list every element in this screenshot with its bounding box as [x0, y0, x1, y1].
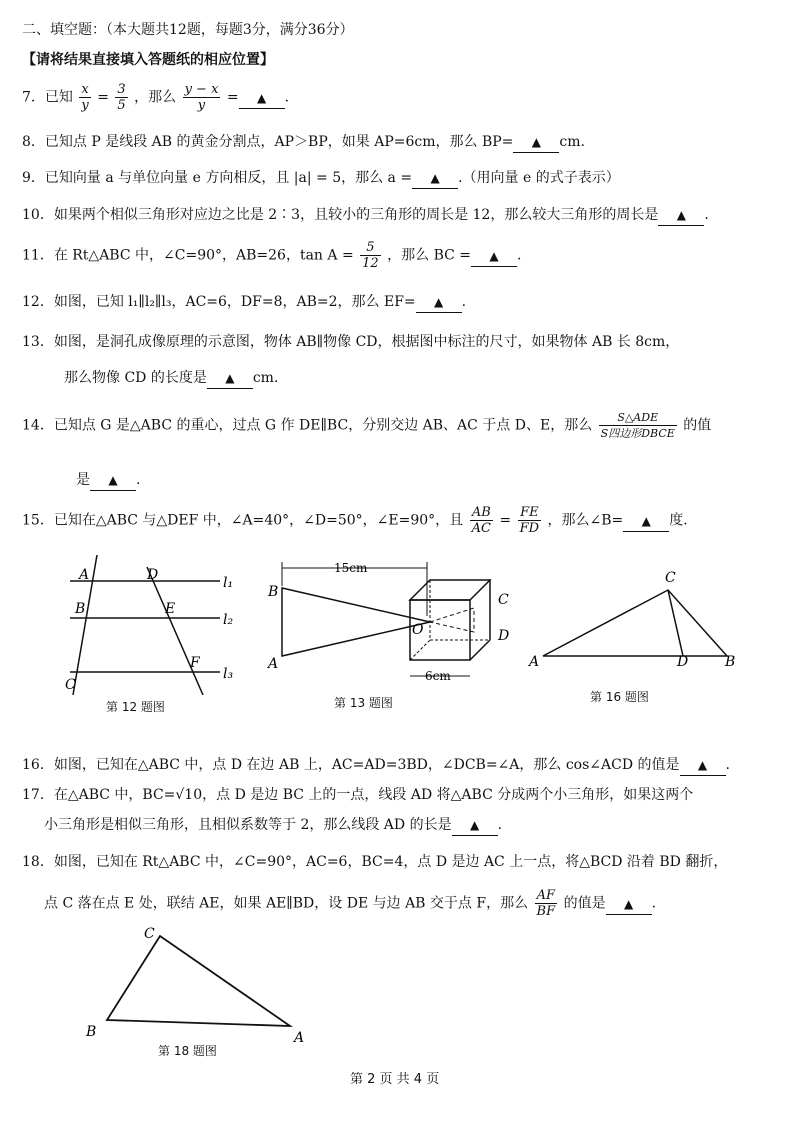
- label-E: E: [165, 601, 176, 617]
- answer-blank[interactable]: ▲: [207, 368, 253, 389]
- section-header: 二、填空题：（本大题共12题，每题3分，满分36分）: [22, 22, 354, 38]
- answer-blank[interactable]: ▲: [658, 205, 704, 226]
- label-A: A: [79, 567, 90, 583]
- answer-blank[interactable]: ▲: [471, 246, 517, 267]
- label-D: D: [677, 654, 689, 668]
- label-A: A: [294, 1030, 305, 1046]
- figure-18-caption: 第 18 题图: [158, 1044, 217, 1058]
- label-B: B: [268, 584, 279, 600]
- question-9: 9．已知向量 a 与单位向量 e 方向相反，且 |a| = 5，那么 a = ▲ .（用向量 e 的式子表示）: [22, 168, 620, 189]
- label-D: D: [498, 628, 510, 644]
- answer-blank[interactable]: ▲: [416, 292, 462, 313]
- question-14: 14．已知点 G 是△ABC 的重心，过点 G 作 DE∥BC，分别交边 AB、AC 于点 D、E，那么 $\frac{\text{S△ADE}}{\text{S四边形DBCE}}$ 的值: [22, 411, 712, 440]
- figure-16: [525, 568, 755, 668]
- label-A: A: [268, 656, 279, 672]
- label-D: D: [147, 567, 159, 583]
- figure-12: [55, 555, 245, 695]
- label-l3: l₃: [223, 666, 234, 682]
- answer-blank[interactable]: ▲: [680, 755, 726, 776]
- answer-blank[interactable]: ▲: [452, 815, 498, 836]
- question-18: 18．如图，已知在 Rt△ABC 中，∠C=90°，AC=6，BC=4，点 D 是边 AC 上一点，将△BCD 沿着 BD 翻折，: [22, 854, 728, 870]
- question-11: 11．在 Rt△ABC 中，∠C=90°，AB=26，tan A = $\frac{5}{12}$ ，那么 BC = ▲ .: [22, 240, 522, 271]
- triangle-ABC: [543, 590, 727, 656]
- label-l1: l₁: [223, 575, 234, 591]
- fraction-fe-over-fd: $\frac{FE}{FD}$: [519, 505, 540, 536]
- fraction-af-over-bf: $\frac{AF}{BF}$: [536, 888, 556, 919]
- question-17-cont: 小三角形是相似三角形，且相似系数等于 2，那么线段 AD 的长是 ▲ .: [44, 815, 502, 836]
- question-12: 12．如图，已知 l₁∥l₂∥l₃，AC=6，DF=8，AB=2，那么 EF= ▲ .: [22, 292, 466, 313]
- dimension-6cm-label: 6cm: [425, 669, 451, 683]
- question-7: 7．已知 $\frac{x}{y}$ = $\frac{3}{5}$ ，那么 $\frac{y - x}{y}$ = ▲ .: [22, 82, 290, 113]
- box-side: [470, 640, 490, 660]
- figure-16-caption: 第 16 题图: [590, 690, 649, 704]
- question-13-cont: 那么物像 CD 的长度是 ▲ cm.: [64, 368, 278, 389]
- box-hidden-edge: [410, 640, 430, 660]
- figure-12-caption: 第 12 题图: [106, 700, 165, 714]
- box-top: [410, 580, 490, 600]
- fraction-3-over-5: $\frac{3}{5}$: [117, 82, 126, 113]
- question-13: 13．如图，是洞孔成像原理的示意图，物体 AB∥物像 CD，根据图中标注的尺寸，如果物体 AB 长 8cm，: [22, 334, 680, 350]
- page-footer: 第 2 页 共 4 页: [350, 1072, 440, 1087]
- fraction-y-minus-x-over-y: $\frac{y - x}{y}$: [184, 82, 219, 113]
- label-C: C: [65, 677, 76, 693]
- question-15: 15．已知在△ABC 与△DEF 中，∠A=40°，∠D=50°，∠E=90°，且 $\frac{AB}{AC}$ = $\frac{FE}{FD}$ ，那么∠B= ▲ 度.: [22, 505, 688, 536]
- answer-blank[interactable]: ▲: [606, 894, 652, 915]
- figure-18: [82, 920, 322, 1050]
- answer-blank[interactable]: ▲: [412, 168, 458, 189]
- label-B: B: [725, 654, 736, 668]
- question-10: 10．如果两个相似三角形对应边之比是 2∶3，且较小的三角形的周长是 12，那么较大三角形的周长是 ▲ .: [22, 205, 709, 226]
- label-B: B: [86, 1024, 97, 1040]
- fraction-area-ratio: $\frac{\text{S△ADE}}{\text{S四边形DBCE}}$: [600, 411, 675, 440]
- answer-blank[interactable]: ▲: [90, 470, 136, 491]
- label-C: C: [144, 926, 155, 942]
- question-8: 8．已知点 P 是线段 AB 的黄金分割点，AP＞BP，如果 AP=6cm，那么 BP= ▲ cm.: [22, 132, 585, 153]
- figure-13: [262, 556, 522, 686]
- triangle-ABC: [107, 936, 290, 1026]
- question-17: 17．在△ABC 中，BC=√10，点 D 是边 BC 上的一点，线段 AD 将△ABC 分成两个小三角形，如果这两个: [22, 787, 694, 803]
- transversal-df: [147, 567, 203, 695]
- label-l2: l₂: [223, 612, 234, 628]
- dimension-15cm-label: 15cm: [334, 561, 368, 575]
- figure-13-caption: 第 13 题图: [334, 696, 393, 710]
- fraction-x-over-y: $\frac{x}{y}$: [81, 82, 89, 113]
- answer-blank[interactable]: ▲: [239, 88, 285, 109]
- label-F: F: [190, 655, 200, 671]
- fraction-5-over-12: $\frac{5}{12}$: [362, 240, 379, 271]
- image-CD: [430, 608, 474, 632]
- label-B: B: [75, 601, 86, 617]
- question-14-cont: 是 ▲ .: [76, 470, 140, 491]
- label-C: C: [498, 592, 509, 608]
- label-O: O: [412, 622, 424, 638]
- label-A: A: [529, 654, 540, 668]
- label-C: C: [665, 570, 676, 586]
- fraction-ab-over-ac: $\frac{AB}{AC}$: [471, 505, 491, 536]
- question-18-cont: 点 C 落在点 E 处，联结 AE，如果 AE∥BD，设 DE 与边 AB 交于点 F，那么 $\frac{AF}{BF}$ 的值是 ▲ .: [44, 888, 657, 919]
- object-AB: [282, 588, 430, 656]
- instruction: 【请将结果直接填入答题纸的相应位置】: [22, 52, 274, 68]
- answer-blank[interactable]: ▲: [513, 132, 559, 153]
- question-16: 16．如图，已知在△ABC 中，点 D 在边 AB 上，AC=AD=3BD，∠DCB=∠A，那么 cos∠ACD 的值是 ▲ .: [22, 755, 730, 776]
- answer-blank[interactable]: ▲: [623, 511, 669, 532]
- segment-CD: [668, 590, 683, 656]
